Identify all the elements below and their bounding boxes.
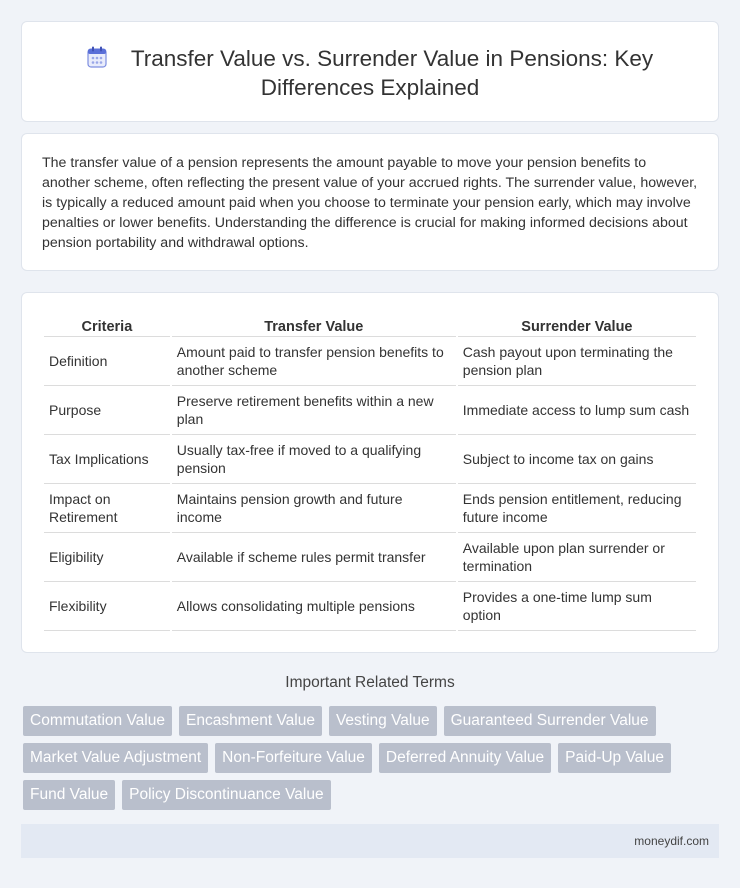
table-header-row [44, 316, 696, 337]
footer-site-link[interactable]: moneydif.com [634, 834, 709, 848]
table-row [44, 435, 696, 484]
row-surrender-value: Cash payout upon terminating the pension plan [458, 337, 696, 386]
related-terms-list [23, 706, 723, 817]
row-criteria: Flexibility [44, 582, 170, 631]
page-title: Transfer Value vs. Surrender Value in Pensions: Key Differences Explained [130, 46, 654, 100]
related-term-tag[interactable]: Market Value Adjustment [23, 743, 208, 773]
related-term-tag[interactable]: Fund Value [23, 780, 115, 810]
related-term-tag[interactable]: Policy Discontinuance Value [122, 780, 330, 810]
row-transfer-value: Preserve retirement benefits within a new plan [172, 386, 456, 435]
header-surrender-value: Surrender Value [458, 316, 696, 337]
row-surrender-value: Ends pension entitlement, reducing future income [458, 484, 696, 533]
related-terms-title: Important Related Terms [285, 674, 455, 691]
related-term-tag[interactable]: Deferred Annuity Value [379, 743, 551, 773]
row-transfer-value: Available if scheme rules permit transfer [172, 533, 456, 582]
row-criteria: Purpose [44, 386, 170, 435]
comparison-card [21, 292, 719, 653]
row-transfer-value: Allows consolidating multiple pensions [172, 582, 456, 631]
title-card [21, 21, 719, 122]
related-term-tag[interactable]: Encashment Value [179, 706, 322, 736]
row-criteria: Impact on Retirement [44, 484, 170, 533]
row-surrender-value: Available upon plan surrender or termination [458, 533, 696, 582]
row-surrender-value: Subject to income tax on gains [458, 435, 696, 484]
page-title-wrap [22, 44, 718, 102]
footer [21, 824, 719, 858]
related-term-tag[interactable]: Vesting Value [329, 706, 437, 736]
table-row [44, 484, 696, 533]
related-term-tag[interactable]: Non-Forfeiture Value [215, 743, 372, 773]
row-transfer-value: Amount paid to transfer pension benefits to another scheme [172, 337, 456, 386]
row-transfer-value: Maintains pension growth and future income [172, 484, 456, 533]
intro-card [21, 133, 719, 271]
related-term-tag[interactable]: Paid-Up Value [558, 743, 671, 773]
header-transfer-value: Transfer Value [172, 316, 456, 337]
related-term-tag[interactable]: Guaranteed Surrender Value [444, 706, 656, 736]
related-term-tag[interactable]: Commutation Value [23, 706, 172, 736]
table-row [44, 337, 696, 386]
row-transfer-value: Usually tax-free if moved to a qualifying pension [172, 435, 456, 484]
row-surrender-value: Immediate access to lump sum cash [458, 386, 696, 435]
calendar-icon [87, 46, 107, 68]
row-criteria: Eligibility [44, 533, 170, 582]
intro-paragraph: The transfer value of a pension represents the amount payable to move your pension benefits to another scheme, often reflecting the present value of your accrued rights. The surrender value, however, is typically a reduced amount paid when you choose to terminate your pension early, which may involve penalties or lower benefits. Understanding the difference is crucial for making informed decisions about pension portability and withdrawal options. [42, 155, 698, 251]
row-surrender-value: Provides a one-time lump sum option [458, 582, 696, 631]
table-row [44, 533, 696, 582]
table-row [44, 582, 696, 631]
row-criteria: Definition [44, 337, 170, 386]
comparison-table [42, 316, 698, 631]
table-row [44, 386, 696, 435]
row-criteria: Tax Implications [44, 435, 170, 484]
header-criteria: Criteria [44, 316, 170, 337]
